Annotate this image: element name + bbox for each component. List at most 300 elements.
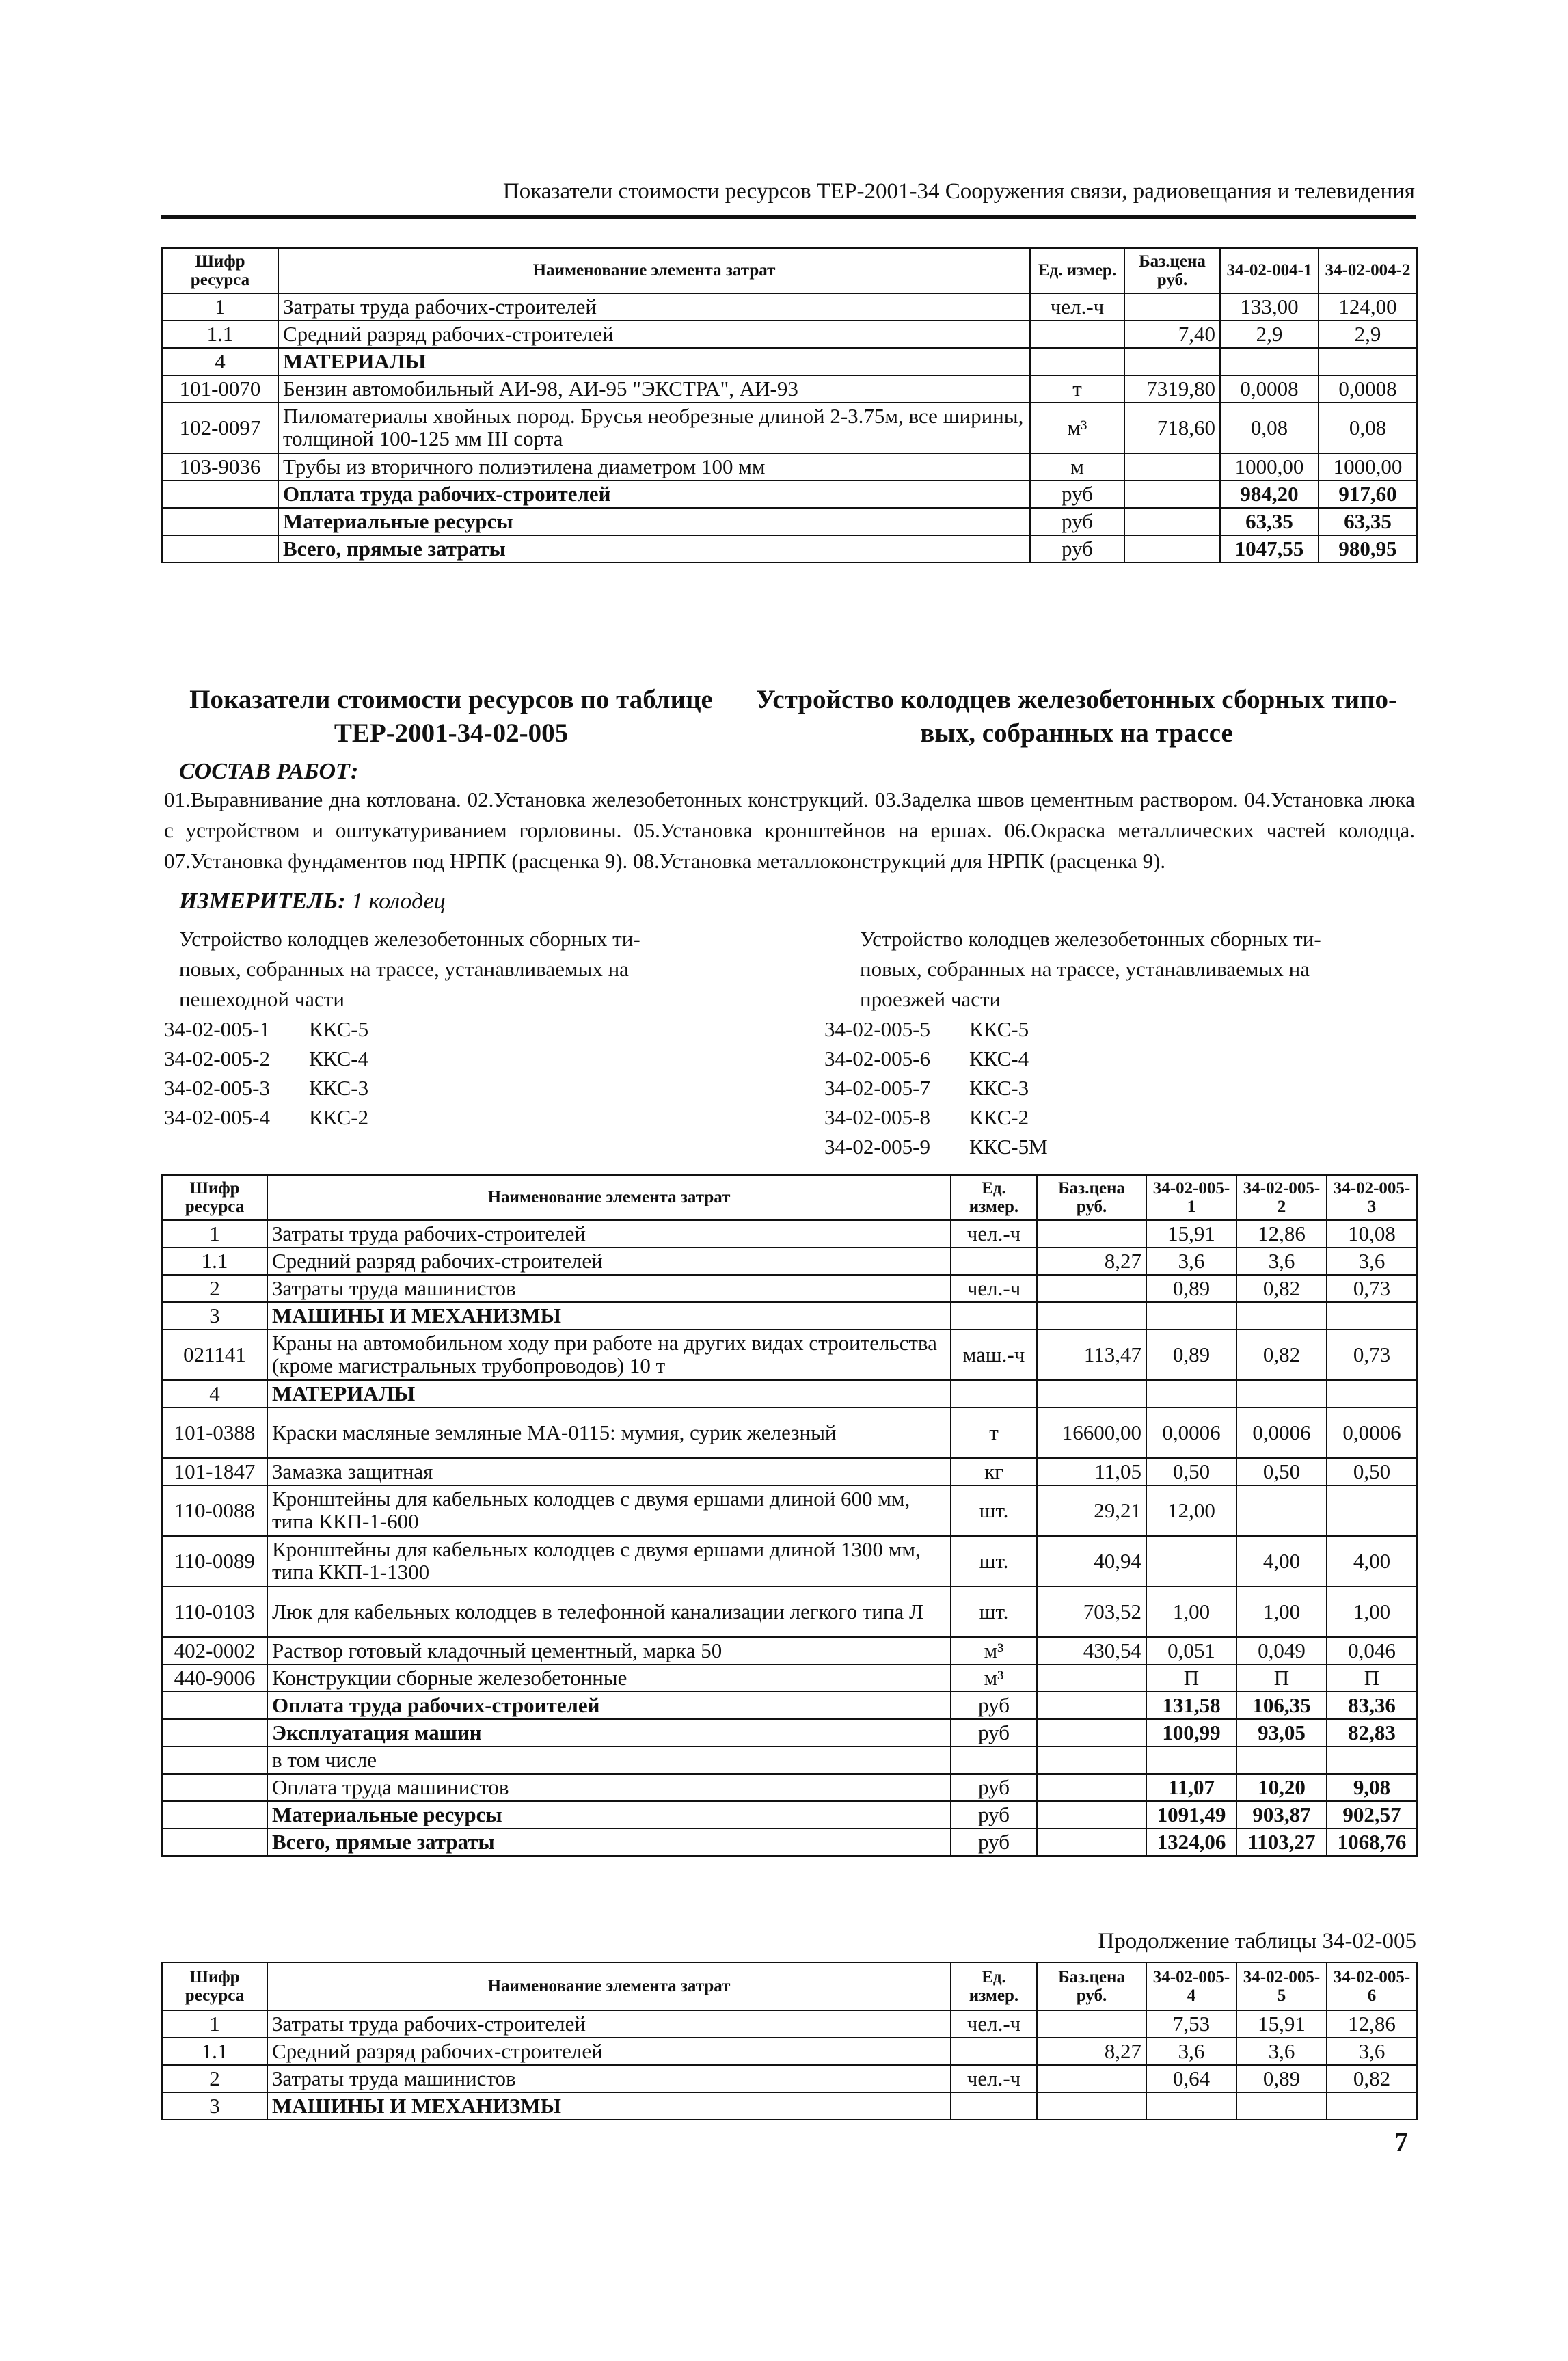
base-price [1037,2065,1146,2092]
value: 0,08 [1220,403,1319,453]
resource-code: 3 [162,1302,267,1330]
base-price: 703,52 [1037,1587,1146,1637]
resource-code: 3 [162,2092,267,2120]
unit: т [951,1407,1037,1458]
column-header: Шифр ресурса [162,1962,267,2010]
rate-code: 34-02-005-4 [164,1105,270,1129]
unit: м³ [1030,403,1124,453]
cost-element-name: МАШИНЫ И МЕХАНИЗМЫ [267,1302,951,1330]
unit: чел.-ч [1030,293,1124,321]
value: 106,35 [1236,1692,1327,1719]
cost-element-name: Краны на автомобильном ходу при работе на других видах строительства (кроме магистральных трубопроводов) 10 т [267,1330,951,1380]
left-group-line3: пешеходной части [179,987,344,1011]
column-header: 34-02-004-2 [1319,248,1417,293]
value: 131,58 [1146,1692,1236,1719]
cost-element-name: Затраты труда рабочих-строителей [267,1220,951,1247]
value: 0,50 [1146,1458,1236,1485]
column-header: Ед. измер. [1030,248,1124,293]
base-price: 8,27 [1037,1247,1146,1275]
table-row [162,293,1417,321]
rate-code: 34-02-005-8 [824,1105,930,1129]
cost-element-name: Краски масляные земляные МА-0115: мумия, сурик железный [267,1407,951,1458]
rate-code: 34-02-005-5 [824,1017,930,1041]
value: 3,6 [1236,2038,1327,2065]
value: 1,00 [1236,1587,1327,1637]
value: 2,9 [1220,321,1319,348]
resource-code: 1 [162,1220,267,1247]
value [1327,1380,1417,1407]
table-row [162,1829,1417,1856]
table-row [162,535,1417,563]
value [1146,2092,1236,2120]
value: 0,73 [1327,1330,1417,1380]
resource-code: 101-1847 [162,1458,267,1485]
value: 902,57 [1327,1801,1417,1829]
value: 100,99 [1146,1719,1236,1746]
value [1146,1302,1236,1330]
composition-label: СОСТАВ РАБОТ: [179,759,359,784]
unit: чел.-ч [951,2010,1037,2038]
cost-element-name: Оплата труда рабочих-строителей [267,1692,951,1719]
value: 0,046 [1327,1637,1417,1664]
unit [951,1380,1037,1407]
value: 3,6 [1327,2038,1417,2065]
resource-code [162,1746,267,1774]
base-price [1124,535,1220,563]
rate-name: ККС-5 [969,1017,1029,1041]
unit [951,1247,1037,1275]
resource-code: 1 [162,293,278,321]
section-title-right-line1: Устройство колодцев железобетонных сборных типо- [755,685,1398,714]
unit: руб [951,1692,1037,1719]
resource-code: 021141 [162,1330,267,1380]
resource-code: 110-0088 [162,1485,267,1536]
value: 0,051 [1146,1637,1236,1664]
table-row [162,1485,1417,1536]
cost-element-name: Эксплуатация машин [267,1719,951,1746]
value: 4,00 [1236,1536,1327,1587]
base-price [1037,1719,1146,1746]
page-number: 7 [1394,2127,1408,2157]
value: 0,0008 [1319,375,1417,403]
value: 12,86 [1236,1220,1327,1247]
rate-code: 34-02-005-1 [164,1017,270,1041]
value: 1068,76 [1327,1829,1417,1856]
resource-code [162,1801,267,1829]
value: 11,07 [1146,1774,1236,1801]
value: 0,08 [1319,403,1417,453]
value: 63,35 [1319,508,1417,535]
table-row [162,481,1417,508]
cost-element-name: Пиломатериалы хвойных пород. Брусья необрезные длиной 2-3.75м, все ширины, толщиной 100-125 мм III сорта [278,403,1030,453]
value: 15,91 [1146,1220,1236,1247]
base-price [1037,2092,1146,2120]
rate-name: ККС-3 [969,1076,1029,1100]
base-price: 40,94 [1037,1536,1146,1587]
value: 1091,49 [1146,1801,1236,1829]
unit: руб [1030,508,1124,535]
section-title-right-line2: вых, собранных на трассе [920,718,1233,748]
rate-code-item [164,1014,368,1044]
value [1327,1746,1417,1774]
base-price [1124,293,1220,321]
unit [1030,348,1124,375]
rate-name: ККС-5 [309,1017,369,1041]
cost-element-name: в том числе [267,1746,951,1774]
value: 0,50 [1236,1458,1327,1485]
cost-element-name: Всего, прямые затраты [267,1829,951,1856]
table-row [162,1664,1417,1692]
rate-code-item [824,1044,1048,1073]
value: 12,86 [1327,2010,1417,2038]
cost-element-name: Конструкции сборные железобетонные [267,1664,951,1692]
section-title-left [164,684,738,751]
table-row [162,1587,1417,1637]
value: 0,50 [1327,1458,1417,1485]
base-price [1124,508,1220,535]
resource-code: 101-0070 [162,375,278,403]
value [1220,348,1319,375]
value: 15,91 [1236,2010,1327,2038]
unit: руб [951,1774,1037,1801]
running-header: Показатели стоимости ресурсов ТЕР-2001-34 Сооружения связи, радиовещания и телевидения [502,179,1415,204]
unit: т [1030,375,1124,403]
table-row [162,348,1417,375]
value: П [1236,1664,1327,1692]
base-price: 29,21 [1037,1485,1146,1536]
value: 10,08 [1327,1220,1417,1247]
resource-code: 2 [162,2065,267,2092]
resource-code [162,535,278,563]
table-row [162,1220,1417,1247]
base-price: 718,60 [1124,403,1220,453]
resource-code: 1 [162,2010,267,2038]
unit: м³ [951,1637,1037,1664]
unit [951,2092,1037,2120]
main-resource-table [161,1174,1418,1857]
value: 3,6 [1146,1247,1236,1275]
rate-code: 34-02-005-3 [164,1076,270,1100]
left-group-line2: повых, собранных на трассе, устанавливаемых на [179,957,629,981]
table-row [162,1801,1417,1829]
top-resource-table [161,247,1418,563]
value: П [1146,1664,1236,1692]
unit: чел.-ч [951,1275,1037,1302]
base-price [1037,1664,1146,1692]
base-price: 8,27 [1037,2038,1146,2065]
value: 2,9 [1319,321,1417,348]
table-row [162,2092,1417,2120]
base-price: 430,54 [1037,1637,1146,1664]
base-price: 7,40 [1124,321,1220,348]
column-header: 34-02-005-5 [1236,1962,1327,2010]
value: 0,64 [1146,2065,1236,2092]
base-price [1037,1829,1146,1856]
column-header: Шифр ресурса [162,248,278,293]
table-row [162,508,1417,535]
value: 4,00 [1327,1536,1417,1587]
value: П [1327,1664,1417,1692]
unit: м [1030,453,1124,481]
cost-element-name: Кронштейны для кабельных колодцев с двумя ершами длиной 600 мм, типа ККП-1-600 [267,1485,951,1536]
unit: шт. [951,1485,1037,1536]
value [1236,1302,1327,1330]
value: 0,82 [1327,2065,1417,2092]
value: 0,0008 [1220,375,1319,403]
column-header: 34-02-005-2 [1236,1175,1327,1220]
table-row [162,375,1417,403]
table-row [162,1637,1417,1664]
left-group-line1: Устройство колодцев железобетонных сборных ти- [179,927,640,951]
value [1319,348,1417,375]
resource-code: 102-0097 [162,403,278,453]
column-header: Наименование элемента затрат [267,1175,951,1220]
cost-element-name: Материальные ресурсы [278,508,1030,535]
unit: руб [1030,535,1124,563]
unit: чел.-ч [951,1220,1037,1247]
table-row [162,2038,1417,2065]
value: 984,20 [1220,481,1319,508]
continuation-label: Продолжение таблицы 34-02-005 [1098,1929,1416,1954]
base-price [1037,1692,1146,1719]
value [1146,1536,1236,1587]
measurer-value: 1 колодец [351,889,446,914]
cost-element-name: МАТЕРИАЛЫ [267,1380,951,1407]
base-price: 7319,80 [1124,375,1220,403]
value: 1000,00 [1319,453,1417,481]
table-row [162,1330,1417,1380]
base-price: 113,47 [1037,1330,1146,1380]
column-header: 34-02-005-4 [1146,1962,1236,2010]
resource-code: 110-0089 [162,1536,267,1587]
cost-element-name: Материальные ресурсы [267,1801,951,1829]
value: 82,83 [1327,1719,1417,1746]
unit: шт. [951,1587,1037,1637]
rate-code-item [164,1073,368,1103]
cost-element-name: МАШИНЫ И МЕХАНИЗМЫ [267,2092,951,2120]
right-group-line3: проезжей части [860,987,1001,1011]
base-price [1037,1380,1146,1407]
column-header: 34-02-005-1 [1146,1175,1236,1220]
value: 1,00 [1146,1587,1236,1637]
table-row [162,1302,1417,1330]
section-title-right [731,684,1422,751]
resource-code [162,508,278,535]
table-row [162,321,1417,348]
base-price [1037,1275,1146,1302]
unit: маш.-ч [951,1330,1037,1380]
column-header: 34-02-005-6 [1327,1962,1417,2010]
resource-code: 110-0103 [162,1587,267,1637]
rate-code-item [824,1073,1048,1103]
value: 1047,55 [1220,535,1319,563]
table-row [162,403,1417,453]
rate-name: ККС-4 [969,1047,1029,1070]
cost-element-name: Раствор готовый кладочный цементный, марка 50 [267,1637,951,1664]
value [1236,1380,1327,1407]
right-group-codes [824,1014,1048,1161]
resource-code [162,1774,267,1801]
value [1327,2092,1417,2120]
base-price: 11,05 [1037,1458,1146,1485]
value: 124,00 [1319,293,1417,321]
value: 903,87 [1236,1801,1327,1829]
cost-element-name: Замазка защитная [267,1458,951,1485]
rate-code: 34-02-005-7 [824,1076,930,1100]
column-header: Баз.цена руб. [1037,1175,1146,1220]
cost-element-name: Затраты труда рабочих-строителей [267,2010,951,2038]
cost-element-name: Оплата труда машинистов [267,1774,951,1801]
table-row [162,1774,1417,1801]
base-price [1037,1746,1146,1774]
value: 1103,27 [1236,1829,1327,1856]
value: 3,6 [1327,1247,1417,1275]
rate-code: 34-02-005-6 [824,1047,930,1070]
table-row [162,1692,1417,1719]
value: 1324,06 [1146,1829,1236,1856]
table-row [162,1719,1417,1746]
section-title-left-line2: ТЕР-2001-34-02-005 [334,718,569,748]
value: 93,05 [1236,1719,1327,1746]
column-header: Наименование элемента затрат [278,248,1030,293]
value: 980,95 [1319,535,1417,563]
cost-element-name: Средний разряд рабочих-строителей [278,321,1030,348]
value [1236,1485,1327,1536]
table-row [162,1407,1417,1458]
cost-element-name: Затраты труда рабочих-строителей [278,293,1030,321]
table-row [162,1746,1417,1774]
cost-element-name: МАТЕРИАЛЫ [278,348,1030,375]
base-price: 16600,00 [1037,1407,1146,1458]
column-header: 34-02-005-3 [1327,1175,1417,1220]
cost-element-name: Люк для кабельных колодцев в телефонной канализации легкого типа Л [267,1587,951,1637]
value [1236,2092,1327,2120]
rate-name: ККС-3 [309,1076,369,1100]
table-row [162,1536,1417,1587]
table-row [162,2010,1417,2038]
resource-code [162,1829,267,1856]
unit [951,1302,1037,1330]
header-rule [161,215,1416,219]
rate-code: 34-02-005-2 [164,1047,270,1070]
unit: руб [951,1829,1037,1856]
value: 133,00 [1220,293,1319,321]
unit: кг [951,1458,1037,1485]
table-row [162,1275,1417,1302]
continuation-resource-table [161,1962,1418,2120]
resource-code: 440-9006 [162,1664,267,1692]
rate-name: ККС-2 [309,1105,369,1129]
value [1146,1746,1236,1774]
table-row [162,453,1417,481]
rate-code-item [164,1103,368,1132]
cost-element-name: Всего, прямые затраты [278,535,1030,563]
unit: руб [951,1801,1037,1829]
cost-element-name: Затраты труда машинистов [267,2065,951,2092]
unit: руб [951,1719,1037,1746]
table-row [162,1458,1417,1485]
value: 63,35 [1220,508,1319,535]
resource-code: 4 [162,348,278,375]
value: 0,89 [1236,2065,1327,2092]
base-price [1037,1302,1146,1330]
base-price [1037,1220,1146,1247]
right-group-line2: повых, собранных на трассе, устанавливаемых на [860,957,1310,981]
cost-element-name: Средний разряд рабочих-строителей [267,2038,951,2065]
resource-code: 1.1 [162,321,278,348]
table-row [162,2065,1417,2092]
value: 3,6 [1236,1247,1327,1275]
composition-text: 01.Выравнивание дна котлована. 02.Установка железобетонных конструкций. 03.Заделка швов цементным раствором. 04.Установка люка с устройством и оштукатуриванием горловины. 05.Установка кронштейнов на ершах. 06.Окраска металлических частей колодца. 07.Установка фундаментов под НРПК (расценка 9). 08.Установка металлоконструкций для НРПК (расценка 9). [164,787,1415,873]
resource-code [162,1692,267,1719]
rate-code: 34-02-005-9 [824,1135,930,1159]
unit: м³ [951,1664,1037,1692]
column-header: Шифр ресурса [162,1175,267,1220]
resource-code: 4 [162,1380,267,1407]
right-group-line1: Устройство колодцев железобетонных сборных ти- [860,927,1321,951]
value [1327,1302,1417,1330]
base-price [1037,1801,1146,1829]
value: 0,82 [1236,1330,1327,1380]
value: 10,20 [1236,1774,1327,1801]
resource-code: 1.1 [162,1247,267,1275]
rate-name: ККС-5М [969,1135,1048,1159]
rate-code-item [164,1044,368,1073]
left-group [179,924,767,1014]
base-price [1037,2010,1146,2038]
value: 0,049 [1236,1637,1327,1664]
rate-name: ККС-4 [309,1047,369,1070]
column-header: Баз.цена руб. [1037,1962,1146,2010]
resource-code: 103-9036 [162,453,278,481]
table-row [162,1247,1417,1275]
column-header: Ед. измер. [951,1175,1037,1220]
right-group [860,924,1420,1014]
resource-code [162,481,278,508]
rate-code-item [824,1132,1048,1161]
unit: чел.-ч [951,2065,1037,2092]
cost-element-name: Затраты труда машинистов [267,1275,951,1302]
value: 12,00 [1146,1485,1236,1536]
base-price [1124,481,1220,508]
measurer [179,889,446,915]
rate-code-item [824,1014,1048,1044]
value [1146,1380,1236,1407]
value: 7,53 [1146,2010,1236,2038]
value: 0,0006 [1146,1407,1236,1458]
value: 0,82 [1236,1275,1327,1302]
value: 83,36 [1327,1692,1417,1719]
left-group-codes [164,1014,368,1132]
unit: шт. [951,1536,1037,1587]
unit [951,2038,1037,2065]
cost-element-name: Бензин автомобильный АИ-98, АИ-95 "ЭКСТРА", АИ-93 [278,375,1030,403]
value: 1000,00 [1220,453,1319,481]
resource-code: 2 [162,1275,267,1302]
section-title-left-line1: Показатели стоимости ресурсов по таблице [189,685,713,714]
base-price [1124,348,1220,375]
value: 1,00 [1327,1587,1417,1637]
cost-element-name: Оплата труда рабочих-строителей [278,481,1030,508]
measurer-label: ИЗМЕРИТЕЛЬ: [179,889,346,914]
value: 0,0006 [1236,1407,1327,1458]
table-row [162,1380,1417,1407]
cost-element-name: Средний разряд рабочих-строителей [267,1247,951,1275]
value: 0,0006 [1327,1407,1417,1458]
value: 917,60 [1319,481,1417,508]
cost-element-name: Трубы из вторичного полиэтилена диаметром 100 мм [278,453,1030,481]
column-header: 34-02-004-1 [1220,248,1319,293]
